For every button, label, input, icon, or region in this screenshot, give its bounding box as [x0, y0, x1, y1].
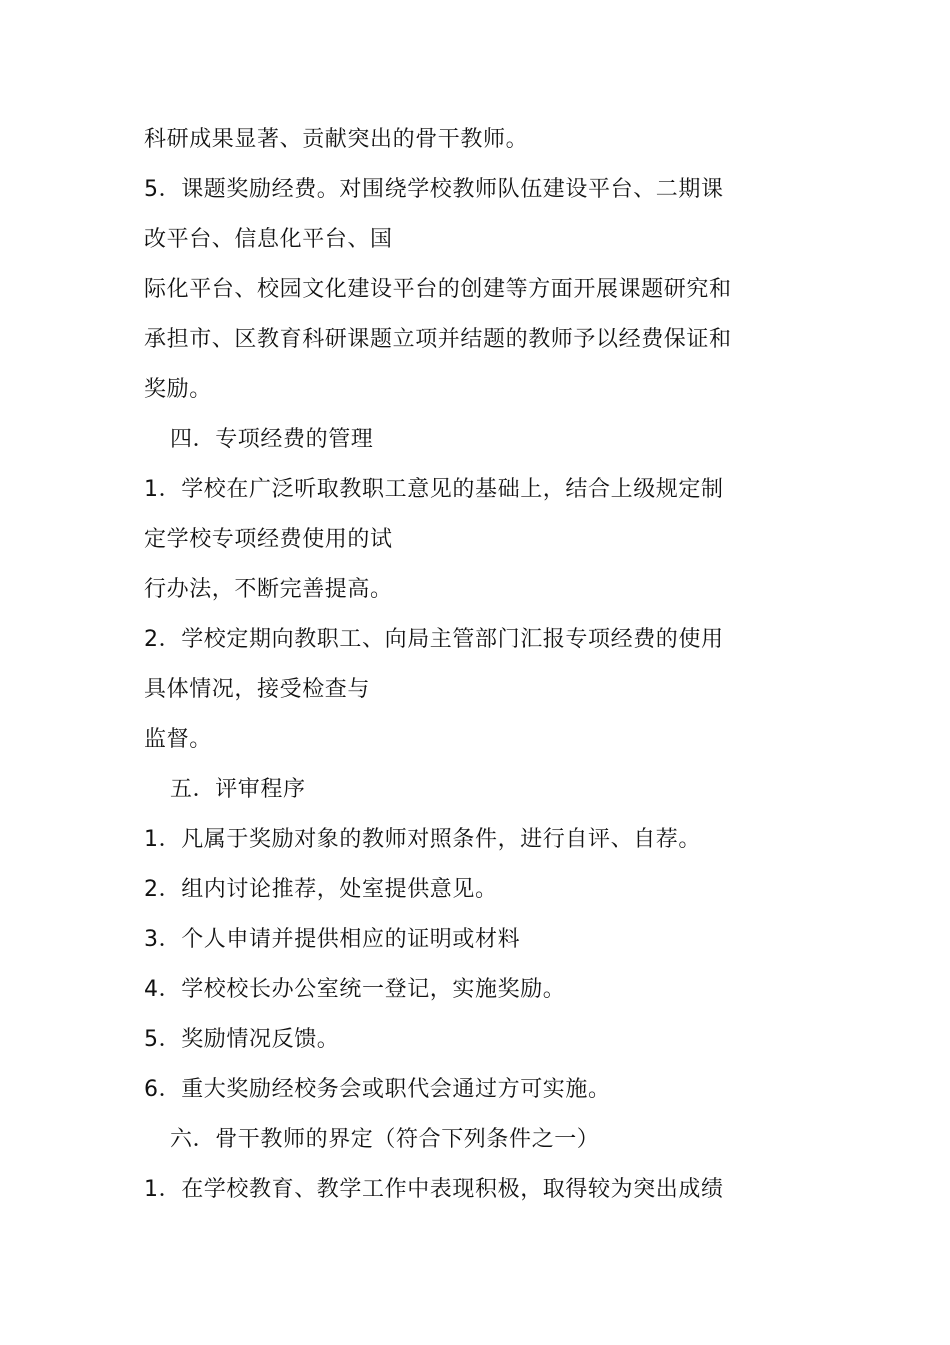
section-heading: 六．骨干教师的界定（符合下列条件之一）: [170, 1127, 600, 1152]
paragraph-line: 行办法，不断完善提高。: [144, 577, 393, 602]
paragraph-line: 具体情况，接受检查与: [144, 677, 371, 702]
list-item: 6．重大奖励经校务会或职代会通过方可实施。: [144, 1077, 611, 1102]
list-item: 1．凡属于奖励对象的教师对照条件，进行自评、自荐。: [144, 827, 701, 852]
list-item: 2．学校定期向教职工、向局主管部门汇报专项经费的使用: [144, 627, 724, 652]
paragraph-line: 际化平台、校园文化建设平台的创建等方面开展课题研究和: [144, 277, 732, 302]
list-item: 1．学校在广泛听取教职工意见的基础上，结合上级规定制: [144, 477, 724, 502]
list-item: 5．奖励情况反馈。: [144, 1027, 340, 1052]
section-heading: 四．专项经费的管理: [170, 427, 374, 452]
paragraph-line: 监督。: [144, 727, 212, 752]
list-item: 4．学校校长办公室统一登记，实施奖励。: [144, 977, 566, 1002]
paragraph-line: 承担市、区教育科研课题立项并结题的教师予以经费保证和: [144, 327, 732, 352]
paragraph-line: 奖励。: [144, 377, 212, 402]
list-item: 3．个人申请并提供相应的证明或材料: [144, 927, 521, 952]
section-heading: 五．评审程序: [170, 777, 306, 802]
list-item: 2．组内讨论推荐，处室提供意见。: [144, 877, 498, 902]
paragraph-line: 定学校专项经费使用的试: [144, 527, 393, 552]
paragraph-line: 改平台、信息化平台、国: [144, 227, 393, 252]
paragraph-line: 科研成果显著、贡献突出的骨干教师。: [144, 127, 529, 152]
list-item: 5．课题奖励经费。对围绕学校教师队伍建设平台、二期课: [144, 177, 724, 202]
list-item: 1．在学校教育、教学工作中表现积极，取得较为突出成绩: [144, 1177, 724, 1202]
